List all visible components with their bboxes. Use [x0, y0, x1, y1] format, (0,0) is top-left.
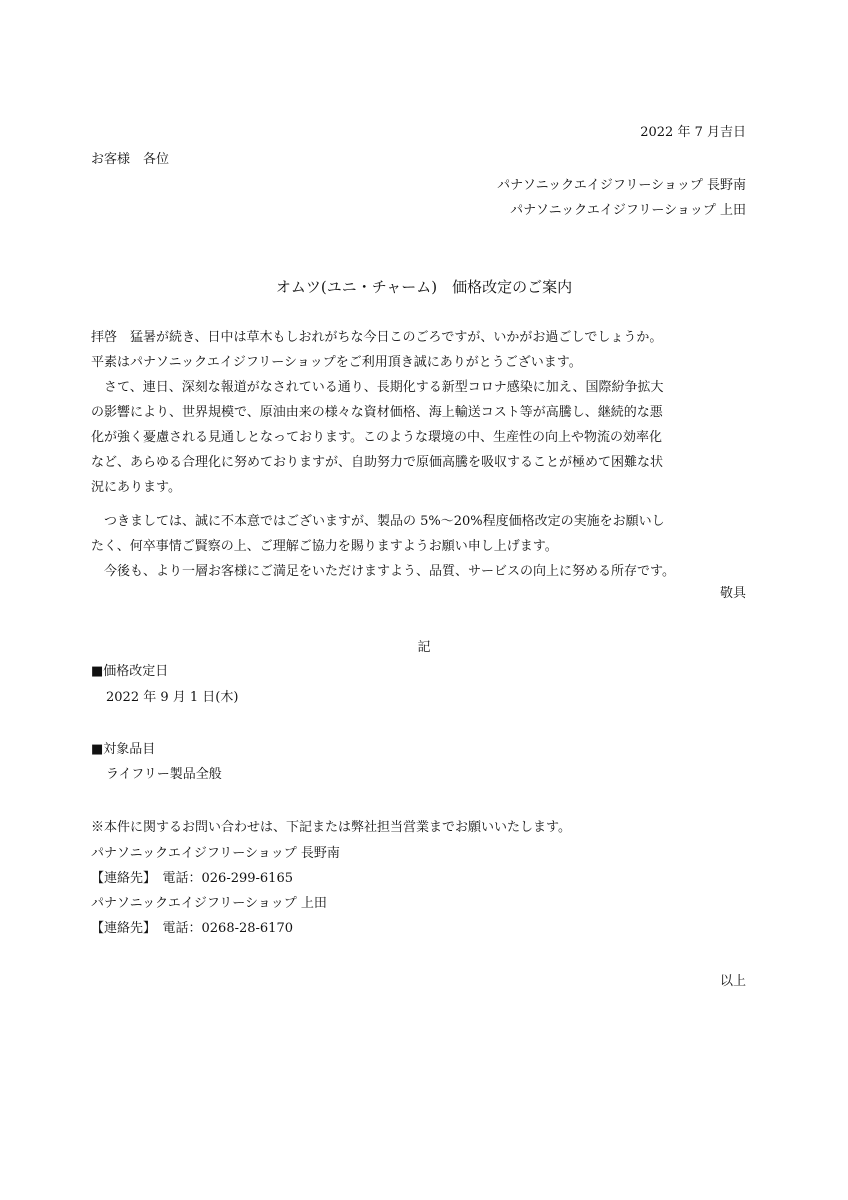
inquiry-note: ※本件に関するお問い合わせは、下記または弊社担当営業までお願いいたします。: [91, 820, 571, 835]
revision-date-heading: ■価格改定日: [91, 664, 169, 679]
ending-ijou: 以上: [719, 974, 746, 989]
body-line: 況にあります。: [91, 480, 181, 495]
ki-marker: 記: [417, 640, 431, 655]
addressee: お客様 各位: [91, 152, 170, 167]
body-line: 平素はパナソニックエイジフリーショップをご利用頂き誠にありがとうございます。: [91, 355, 582, 370]
sender-nagano-minami: パナソニックエイジフリーショップ 長野南: [497, 178, 746, 193]
document-date: 2022 年 7 月吉日: [640, 125, 746, 140]
body-line: の影響により、世界規模で、原油由来の様々な資材価格、海上輸送コスト等が高騰し、継続的な悪: [91, 405, 663, 420]
contact-shop-name: パナソニックエイジフリーショップ 上田: [91, 896, 327, 911]
target-items-value: ライフリー製品全般: [106, 767, 222, 782]
body-line: たく、何卒事情ご賢察の上、ご理解ご協力を賜りますようお願い申し上げます。: [91, 539, 558, 554]
revision-date-value: 2022 年 9 月 1 日(木): [106, 690, 239, 705]
body-line: 今後も、より一層お客様にご満足をいただけますよう、品質、サービスの向上に努める所存です。: [91, 564, 675, 579]
document-title: オムツ(ユニ・チャーム) 価格改定のご案内: [275, 278, 573, 296]
body-line: 拝啓 猛暑が続き、日中は草木もしおれがちな今日このごろですが、いかがお過ごしでしょうか。: [91, 330, 663, 345]
closing-keigu: 敬具: [719, 586, 746, 601]
contact-phone: 【連絡先】 電話：026-299-6165: [91, 871, 293, 886]
sender-ueda: パナソニックエイジフリーショップ 上田: [510, 203, 746, 218]
contact-phone: 【連絡先】 電話：0268-28-6170: [91, 921, 293, 936]
contact-shop-name: パナソニックエイジフリーショップ 長野南: [91, 846, 340, 861]
body-line: など、あらゆる合理化に努めておりますが、自助努力で原価高騰を吸収することが極めて困難な状: [91, 455, 664, 470]
body-line: つきましては、誠に不本意ではございますが、製品の 5%～20%程度価格改定の実施をお願いし: [91, 514, 665, 529]
body-line: さて、連日、深刻な報道がなされている通り、長期化する新型コロナ感染に加え、国際紛争拡大: [91, 380, 664, 395]
body-line: 化が強く憂慮される見通しとなっております。このような環境の中、生産性の向上や物流の効率化: [91, 430, 662, 445]
target-items-heading: ■対象品目: [91, 742, 156, 757]
